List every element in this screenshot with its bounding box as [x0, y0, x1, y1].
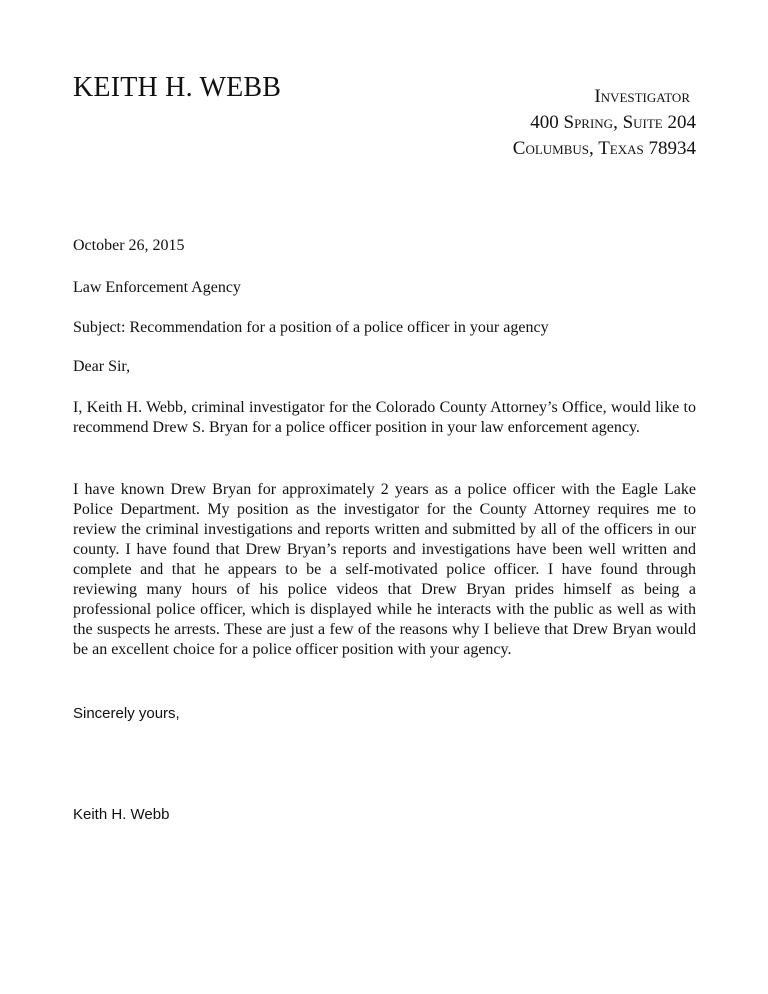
signature-name: Keith H. Webb [73, 806, 170, 823]
letter-paragraph-introduction: I, Keith H. Webb, criminal investigator for the Colorado County Attorney’s Office, would like to recommend Drew S. Bryan for a police officer position in your law enforcement agency. [73, 399, 696, 436]
letter-paragraph-recommendation: I have known Drew Bryan for approximately 2 years as a police officer with the Eagle Lake Police Department. My position as the investigator for the County Attorney requires me to review the criminal investigations and reports written and submitted by all of the officers in our county. I have found that Drew Bryan’s reports and investigations have been well written and complete and that he appears to be a self-motivated police officer. I have found through reviewing many hours of his police videos that Drew Bryan prides himself as being a professional police officer, which is displayed while he interacts with the public as well as with the suspects he arrests. These are just a few of the reasons why I believe that Drew Bryan would be an excellent choice for a police officer position with your agency. [73, 481, 696, 658]
letterhead-city-address: Columbus, Texas 78934 [512, 138, 696, 159]
letterhead-street-address: 400 Spring, Suite 204 [530, 112, 696, 133]
letterhead-contact [513, 84, 696, 162]
letter-recipient: Law Enforcement Agency [73, 279, 241, 296]
letterhead-title: Investigator [594, 86, 690, 107]
letter-closing: Sincerely yours, [73, 705, 180, 722]
letterhead-name: KEITH H. WEBB [73, 72, 282, 103]
letter-date: October 26, 2015 [73, 237, 185, 254]
letter-salutation: Dear Sir, [73, 358, 131, 375]
letter-subject: Subject: Recommendation for a position of a police officer in your agency [73, 319, 549, 336]
